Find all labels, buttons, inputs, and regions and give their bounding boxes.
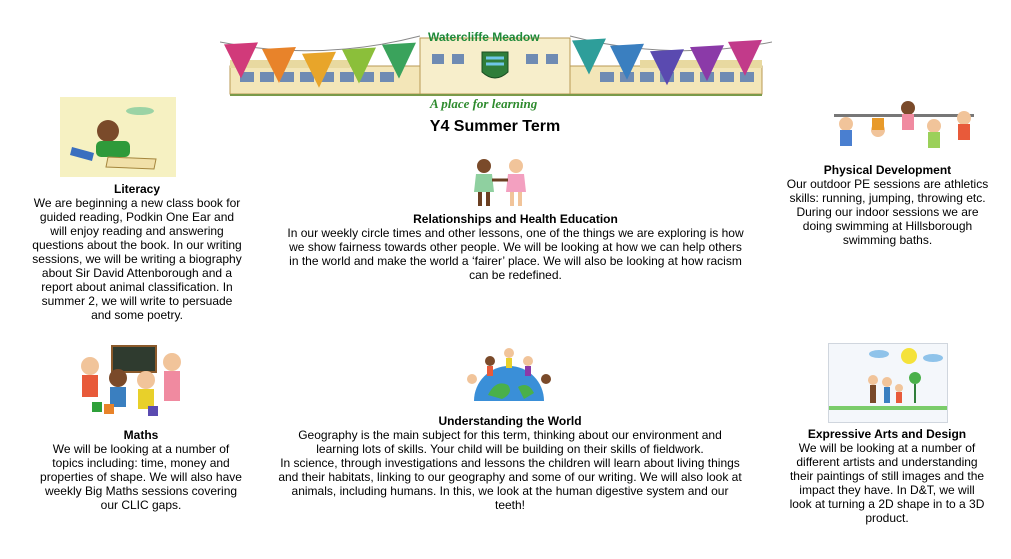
literacy-body: We are beginning a new class book for guided reading, Podkin One Ear and will enjoy reading and answering questions about the book. In our writing sessions, we will be writing a biography about Sir David Attenborough and a report about animal classification. In summer 2, we will write to persuade and some poetry. bbox=[32, 196, 242, 322]
rhe-section bbox=[283, 212, 748, 282]
page-title: Y4 Summer Term bbox=[429, 118, 561, 135]
utw-body-science: In science, through investigations and lessons the children will learn about living things and their habitats, linking to our geography and some of our writing. We will also look at animals, including humans. In this, we look at the human digestive system and our teeth! bbox=[278, 456, 742, 512]
rhe-heading: Relationships and Health Education bbox=[413, 212, 618, 226]
pd-heading: Physical Development bbox=[823, 163, 952, 177]
literacy-section bbox=[32, 182, 242, 322]
children-holding-hands-icon bbox=[466, 156, 536, 208]
children-counting-icon bbox=[72, 344, 188, 420]
utw-section bbox=[278, 414, 742, 512]
ead-section bbox=[788, 427, 986, 525]
utw-heading: Understanding the World bbox=[438, 414, 582, 428]
maths-body: We will be looking at a number of topics including: time, money and properties of shape. We will also have weekly Big Maths sessions covering our CLIC gaps. bbox=[40, 442, 242, 512]
pd-section bbox=[785, 163, 990, 247]
child-drawing-family-icon bbox=[829, 344, 947, 422]
ead-body: We will be looking at a number of different artists and understanding their paintings of still images and the impact they have. In D&T, we will look at turning a 2D shape in to a 3D product. bbox=[789, 441, 985, 525]
pd-illustration bbox=[830, 96, 980, 158]
school-banner bbox=[220, 14, 772, 112]
literacy-heading: Literacy bbox=[113, 182, 161, 196]
children-playing-icon bbox=[830, 96, 980, 158]
utw-illustration bbox=[462, 345, 556, 403]
ead-heading: Expressive Arts and Design bbox=[807, 427, 967, 441]
child-reading-icon bbox=[60, 97, 176, 177]
literacy-illustration bbox=[60, 97, 176, 177]
school-name: Watercliffe Meadow bbox=[428, 30, 540, 44]
maths-heading: Maths bbox=[123, 428, 159, 442]
maths-section bbox=[36, 428, 246, 512]
school-tagline: A place for learning bbox=[430, 96, 538, 111]
ead-illustration bbox=[828, 343, 948, 423]
utw-body-geography: Geography is the main subject for this term, thinking about our environment and learning lots of skills. Your child will be building on their skills of fieldwork. bbox=[298, 428, 722, 456]
rhe-illustration bbox=[466, 156, 536, 208]
rhe-body: In our weekly circle times and other lessons, one of the things we are exploring is how we show fairness towards other people. We will be looking at how we can help others in the world and make the world a ‘fairer’ place. We will also be looking at how racism can be redefined. bbox=[287, 226, 744, 282]
maths-illustration bbox=[72, 344, 188, 420]
children-around-globe-icon bbox=[462, 345, 556, 403]
pd-body: Our outdoor PE sessions are athletics skills: running, jumping, throwing etc. During our indoor sessions we are doing swimming at Hillsborough swimming baths. bbox=[786, 177, 989, 247]
